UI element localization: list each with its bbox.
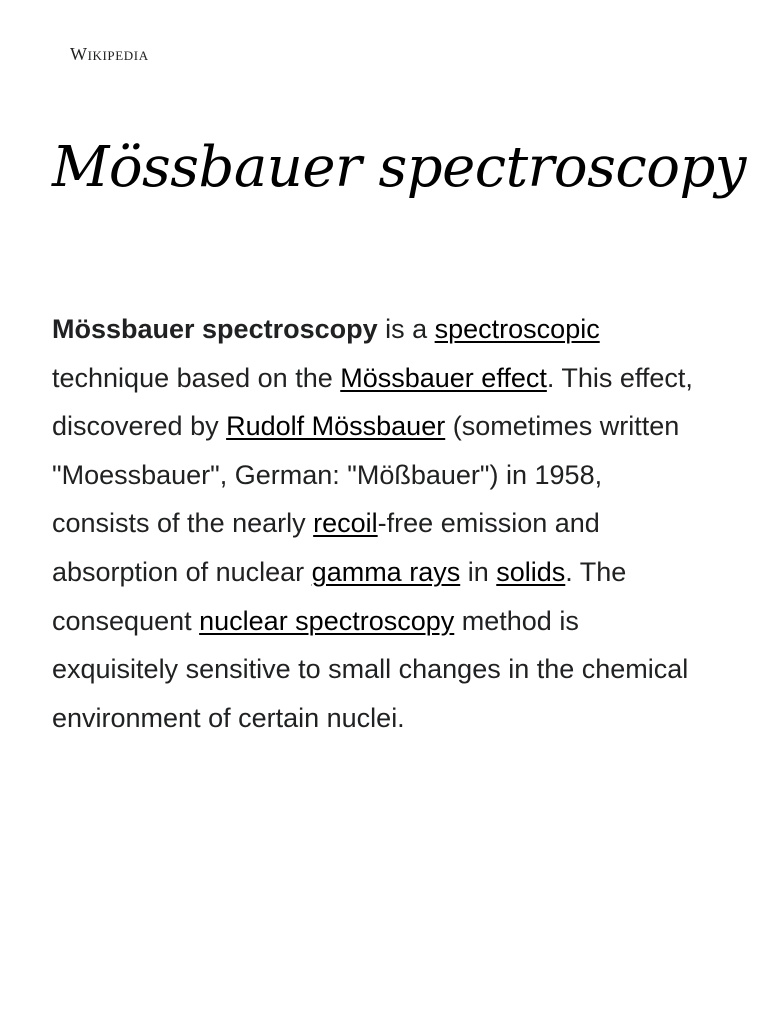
page-title: Mössbauer spectroscopy <box>52 135 746 200</box>
lead-text: . This effect, discovered by <box>52 362 693 442</box>
link-spectroscopic[interactable]: spectroscopic <box>434 314 600 344</box>
lead-paragraph <box>52 305 702 742</box>
lead-text: -free emission and absorption of nuclear <box>52 508 600 587</box>
lead-text: in <box>460 556 497 587</box>
lead-text: is a <box>377 314 435 344</box>
wikipedia-wordmark[interactable]: Wikipedia <box>70 44 149 64</box>
lead-text: method is exquisitely sensitive to small changes in the chemical environment of certain nuclei. <box>52 605 689 733</box>
lead-text: (sometimes written "Moessbauer", German: "Mößbauer") in 1958, consists of the nearly <box>52 411 680 539</box>
bold-term: Mössbauer spectroscopy <box>52 314 378 344</box>
link-gamma-rays[interactable]: gamma rays <box>311 556 461 587</box>
link-recoil[interactable]: recoil <box>313 508 378 539</box>
link-nuclear-spectroscopy[interactable]: nuclear spectroscopy <box>199 605 455 636</box>
lead-text: . The consequent <box>52 556 627 636</box>
lead-text: technique based on the <box>52 362 341 393</box>
link-mossbauer-effect[interactable]: Mössbauer effect <box>340 362 547 393</box>
link-rudolf-mossbauer[interactable]: Rudolf Mössbauer <box>226 411 446 442</box>
link-solids[interactable]: solids <box>496 556 566 587</box>
